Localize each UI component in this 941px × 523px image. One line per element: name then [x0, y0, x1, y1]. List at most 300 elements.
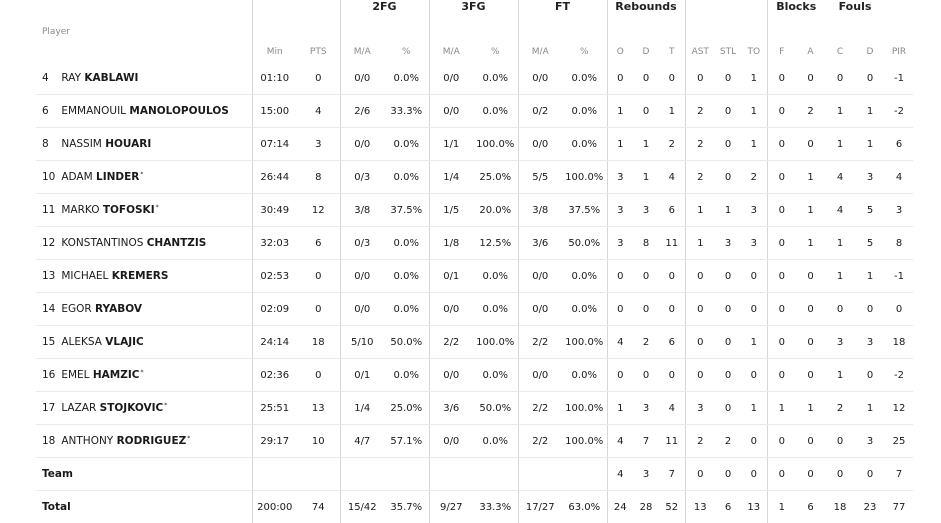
stat-blk-a: 1: [796, 161, 825, 194]
stat-pts: 4: [297, 95, 340, 128]
player-cell[interactable]: [36, 95, 252, 128]
stat-reb-d: 3: [633, 194, 659, 227]
stat-ft-pct: 50.0%: [562, 227, 607, 260]
stat-foul-c: 2: [825, 392, 855, 425]
stat-2fg-ma: 0/3: [340, 227, 384, 260]
box-score-body: [36, 62, 913, 523]
player-first-name: EGOR: [61, 303, 91, 315]
stat-to: 0: [741, 260, 767, 293]
stat-foul-d: 1: [855, 392, 885, 425]
stat-ft-ma: 3/6: [518, 227, 562, 260]
header-foul-d[interactable]: D: [855, 14, 885, 62]
player-first-name: ANTHONY: [61, 435, 113, 447]
stat-reb-t: 0: [659, 359, 685, 392]
player-last-name[interactable]: KREMERS: [112, 270, 169, 282]
stat-3fg-pct: 20.0%: [473, 194, 518, 227]
stat-foul-c: 0: [825, 293, 855, 326]
stat-pts: 0: [297, 62, 340, 95]
starter-marker: *: [164, 402, 167, 409]
team-row: [36, 458, 913, 491]
player-last-name[interactable]: RODRIGUEZ: [117, 435, 187, 447]
stat-3fg-pct: 100.0%: [473, 326, 518, 359]
stat-to: 13: [741, 491, 767, 523]
header-pir[interactable]: PIR: [885, 14, 913, 62]
stat-to: 0: [741, 425, 767, 458]
stat-blk-f: 1: [767, 491, 796, 523]
stat-pir: 3: [885, 194, 913, 227]
stat-reb-d: 0: [633, 293, 659, 326]
stat-ast: 2: [685, 95, 715, 128]
stat-ast: 1: [685, 194, 715, 227]
stat-ft-pct: 100.0%: [562, 161, 607, 194]
stat-foul-d: 0: [855, 359, 885, 392]
header-ast[interactable]: AST: [685, 14, 715, 62]
player-number: 17: [42, 402, 58, 414]
player-first-name: EMMANOUIL: [61, 105, 126, 117]
player-number: 10: [42, 171, 58, 183]
player-row[interactable]: [36, 293, 913, 326]
player-first-name: KONSTANTINOS: [61, 237, 143, 249]
stat-to: 2: [741, 161, 767, 194]
stat-2fg-ma: 2/6: [340, 95, 384, 128]
stat-foul-c: 0: [825, 62, 855, 95]
stat-to: 0: [741, 293, 767, 326]
stat-min: 26:44: [252, 161, 297, 194]
starter-marker: *: [140, 171, 143, 178]
player-number: 11: [42, 204, 58, 216]
stat-reb-d: 1: [633, 161, 659, 194]
stat-stl: 3: [715, 227, 741, 260]
stat-foul-c: 0: [825, 458, 855, 491]
stat-pir: -1: [885, 62, 913, 95]
player-number: 16: [42, 369, 58, 381]
player-cell[interactable]: [36, 227, 252, 260]
stat-3fg-pct: 50.0%: [473, 392, 518, 425]
stat-reb-o: 3: [607, 194, 633, 227]
stat-pir: 25: [885, 425, 913, 458]
stat-to: 1: [741, 326, 767, 359]
stat-ast: 3: [685, 392, 715, 425]
stat-stl: 2: [715, 425, 741, 458]
stat-foul-c: 1: [825, 95, 855, 128]
player-number: 13: [42, 270, 58, 282]
stat-stl: 0: [715, 161, 741, 194]
stat-3fg-pct: 0.0%: [473, 62, 518, 95]
stat-blk-f: 0: [767, 95, 796, 128]
stat-3fg-pct: 33.3%: [473, 491, 518, 523]
stat-2fg-ma: 3/8: [340, 194, 384, 227]
stat-reb-d: 28: [633, 491, 659, 523]
stat-blk-a: 1: [796, 194, 825, 227]
stat-3fg-ma: 0/0: [429, 359, 473, 392]
player-cell[interactable]: [36, 359, 252, 392]
stat-reb-t: 6: [659, 326, 685, 359]
player-row[interactable]: [36, 62, 913, 95]
header-player[interactable]: Player: [36, 14, 252, 62]
stat-2fg-ma: 0/0: [340, 260, 384, 293]
stat-blk-f: 0: [767, 326, 796, 359]
stat-to: 0: [741, 359, 767, 392]
stat-3fg-pct: 25.0%: [473, 161, 518, 194]
stat-blk-a: 0: [796, 128, 825, 161]
stat-foul-d: 1: [855, 260, 885, 293]
stat-foul-d: 1: [855, 95, 885, 128]
header-stl[interactable]: STL: [715, 14, 741, 62]
header-ft: FT: [518, 0, 607, 14]
stat-reb-o: 4: [607, 326, 633, 359]
stat-reb-d: 7: [633, 425, 659, 458]
stat-ft-pct: 0.0%: [562, 260, 607, 293]
player-row[interactable]: [36, 194, 913, 227]
stat-foul-c: 1: [825, 359, 855, 392]
stat-ft-ma: [518, 458, 562, 491]
stat-foul-c: 0: [825, 425, 855, 458]
stat-ft-pct: 100.0%: [562, 326, 607, 359]
stat-stl: 0: [715, 359, 741, 392]
stat-reb-t: 0: [659, 293, 685, 326]
stat-3fg-ma: 1/4: [429, 161, 473, 194]
stat-foul-d: 0: [855, 62, 885, 95]
header-to[interactable]: TO: [741, 14, 767, 62]
player-number: 15: [42, 336, 58, 348]
stat-foul-d: 3: [855, 425, 885, 458]
stat-ft-pct: 37.5%: [562, 194, 607, 227]
header-reb-o[interactable]: O: [607, 14, 633, 62]
stat-blk-f: 0: [767, 161, 796, 194]
stat-pir: 6: [885, 128, 913, 161]
player-row[interactable]: [36, 128, 913, 161]
player-row[interactable]: [36, 392, 913, 425]
stat-stl: 0: [715, 260, 741, 293]
stat-2fg-pct: 0.0%: [384, 260, 429, 293]
stat-foul-c: 3: [825, 326, 855, 359]
stat-pir: 4: [885, 161, 913, 194]
stat-ft-ma: 0/0: [518, 359, 562, 392]
header-3fg-ma[interactable]: M/A: [429, 14, 473, 62]
header-2fg: 2FG: [340, 0, 429, 14]
stat-ft-pct: 0.0%: [562, 359, 607, 392]
stat-2fg-pct: 0.0%: [384, 128, 429, 161]
total-row: [36, 491, 913, 523]
player-row[interactable]: [36, 425, 913, 458]
header-group-row: [36, 0, 913, 14]
player-cell[interactable]: [36, 161, 252, 194]
stat-2fg-pct: 50.0%: [384, 326, 429, 359]
player-row[interactable]: [36, 227, 913, 260]
stat-reb-o: 1: [607, 95, 633, 128]
stat-blk-f: 0: [767, 458, 796, 491]
stat-to: 1: [741, 128, 767, 161]
stat-stl: 0: [715, 95, 741, 128]
player-cell[interactable]: [36, 293, 252, 326]
stat-reb-t: 1: [659, 95, 685, 128]
stat-3fg-ma: 0/0: [429, 425, 473, 458]
stat-min: 25:51: [252, 392, 297, 425]
header-2fg-ma[interactable]: M/A: [340, 14, 384, 62]
stat-3fg-pct: 0.0%: [473, 293, 518, 326]
stat-foul-d: 0: [855, 293, 885, 326]
player-cell[interactable]: [36, 326, 252, 359]
stat-reb-d: 0: [633, 62, 659, 95]
stat-reb-t: 7: [659, 458, 685, 491]
stat-to: 3: [741, 194, 767, 227]
player-cell[interactable]: [36, 425, 252, 458]
header-blk-a[interactable]: A: [796, 14, 825, 62]
stat-3fg-ma: 0/0: [429, 95, 473, 128]
stat-pts: 6: [297, 227, 340, 260]
player-number: 14: [42, 303, 58, 315]
stat-3fg-ma: 1/5: [429, 194, 473, 227]
stat-ft-ma: 0/0: [518, 62, 562, 95]
stat-3fg-pct: 12.5%: [473, 227, 518, 260]
stat-blk-a: 0: [796, 260, 825, 293]
stat-2fg-ma: 0/0: [340, 128, 384, 161]
player-cell[interactable]: [36, 62, 252, 95]
player-last-name[interactable]: RYABOV: [95, 303, 142, 315]
team-row-label: Team: [36, 458, 252, 491]
stat-ast: 0: [685, 260, 715, 293]
stat-reb-o: 3: [607, 161, 633, 194]
stat-foul-d: 5: [855, 227, 885, 260]
stat-3fg-ma: [429, 458, 473, 491]
player-first-name: RAY: [61, 72, 81, 84]
stat-blk-a: 0: [796, 62, 825, 95]
starter-marker: *: [156, 204, 159, 211]
stat-ft-ma: 3/8: [518, 194, 562, 227]
stat-pts: 3: [297, 128, 340, 161]
stat-reb-o: 4: [607, 458, 633, 491]
stat-reb-d: 8: [633, 227, 659, 260]
stat-pir: 77: [885, 491, 913, 523]
stat-blk-f: 0: [767, 128, 796, 161]
player-cell[interactable]: [36, 392, 252, 425]
stat-ft-ma: 17/27: [518, 491, 562, 523]
stat-2fg-ma: 0/1: [340, 359, 384, 392]
stat-ast: 13: [685, 491, 715, 523]
stat-2fg-ma: 4/7: [340, 425, 384, 458]
stat-foul-d: 3: [855, 326, 885, 359]
player-first-name: MARKO: [61, 204, 99, 216]
stat-blk-f: 0: [767, 194, 796, 227]
player-number: 18: [42, 435, 58, 447]
starter-marker: *: [140, 369, 143, 376]
player-cell[interactable]: [36, 128, 252, 161]
stat-foul-d: 5: [855, 194, 885, 227]
stat-reb-t: 2: [659, 128, 685, 161]
header-min[interactable]: Min: [252, 14, 297, 62]
stat-min: 02:53: [252, 260, 297, 293]
header-fouls: Fouls: [825, 0, 885, 14]
stat-blk-a: 1: [796, 227, 825, 260]
stat-reb-d: 1: [633, 128, 659, 161]
stat-to: 1: [741, 95, 767, 128]
stat-ft-pct: 0.0%: [562, 293, 607, 326]
stat-stl: 0: [715, 293, 741, 326]
player-last-name[interactable]: HAMZIC: [93, 369, 140, 381]
stat-reb-o: 0: [607, 260, 633, 293]
stat-reb-o: 1: [607, 392, 633, 425]
stat-reb-t: 6: [659, 194, 685, 227]
stat-2fg-pct: 25.0%: [384, 392, 429, 425]
stat-ft-ma: 0/0: [518, 260, 562, 293]
player-row[interactable]: [36, 326, 913, 359]
header-pts[interactable]: PTS: [297, 14, 340, 62]
stat-foul-d: 23: [855, 491, 885, 523]
stat-ast: 0: [685, 293, 715, 326]
stat-pts: 8: [297, 161, 340, 194]
stat-pir: -2: [885, 95, 913, 128]
stat-pts: 12: [297, 194, 340, 227]
player-first-name: MICHAEL: [61, 270, 108, 282]
stat-ft-pct: 0.0%: [562, 128, 607, 161]
stat-to: 1: [741, 392, 767, 425]
stat-3fg-ma: 0/1: [429, 260, 473, 293]
stat-pir: -1: [885, 260, 913, 293]
stat-reb-t: 4: [659, 392, 685, 425]
stat-min: 200:00: [252, 491, 297, 523]
player-last-name[interactable]: CHANTZIS: [147, 237, 207, 249]
stat-blk-a: 0: [796, 359, 825, 392]
header-3fg: 3FG: [429, 0, 518, 14]
stat-ft-ma: 2/2: [518, 326, 562, 359]
stat-min: 24:14: [252, 326, 297, 359]
stat-3fg-ma: 1/1: [429, 128, 473, 161]
stat-blk-f: 0: [767, 260, 796, 293]
stat-reb-d: 3: [633, 458, 659, 491]
header-reb-d[interactable]: D: [633, 14, 659, 62]
stat-2fg-pct: 35.7%: [384, 491, 429, 523]
stat-foul-d: 3: [855, 161, 885, 194]
stat-min: 02:36: [252, 359, 297, 392]
stat-ast: 2: [685, 128, 715, 161]
player-last-name[interactable]: LINDER: [96, 171, 139, 183]
stat-reb-o: 4: [607, 425, 633, 458]
stat-ft-ma: 0/2: [518, 95, 562, 128]
stat-stl: 0: [715, 128, 741, 161]
stat-pir: 0: [885, 293, 913, 326]
stat-blk-f: 0: [767, 425, 796, 458]
stat-min: 32:03: [252, 227, 297, 260]
stat-2fg-pct: [384, 458, 429, 491]
stat-pir: 8: [885, 227, 913, 260]
stat-ft-pct: 100.0%: [562, 392, 607, 425]
player-cell[interactable]: [36, 194, 252, 227]
stat-2fg-pct: 0.0%: [384, 359, 429, 392]
stat-to: 1: [741, 62, 767, 95]
stat-3fg-pct: 0.0%: [473, 359, 518, 392]
stat-pir: 7: [885, 458, 913, 491]
stat-3fg-pct: [473, 458, 518, 491]
stat-pir: -2: [885, 359, 913, 392]
header-ft-pct[interactable]: %: [562, 14, 607, 62]
stat-reb-t: 11: [659, 227, 685, 260]
stat-reb-t: 4: [659, 161, 685, 194]
header-foul-c[interactable]: C: [825, 14, 855, 62]
stat-stl: 0: [715, 458, 741, 491]
header-2fg-pct[interactable]: %: [384, 14, 429, 62]
stat-reb-t: 52: [659, 491, 685, 523]
stat-2fg-pct: 37.5%: [384, 194, 429, 227]
stat-3fg-ma: 9/27: [429, 491, 473, 523]
header-3fg-pct[interactable]: %: [473, 14, 518, 62]
stat-blk-a: 0: [796, 458, 825, 491]
stat-reb-t: 0: [659, 260, 685, 293]
stat-3fg-ma: 0/0: [429, 62, 473, 95]
stat-ast: 0: [685, 359, 715, 392]
stat-ft-ma: 2/2: [518, 425, 562, 458]
player-row[interactable]: [36, 359, 913, 392]
header-blk-f[interactable]: F: [767, 14, 796, 62]
stat-ft-pct: [562, 458, 607, 491]
player-row[interactable]: [36, 260, 913, 293]
stat-reb-d: 0: [633, 359, 659, 392]
stat-foul-c: 4: [825, 194, 855, 227]
stat-stl: 0: [715, 392, 741, 425]
player-cell[interactable]: [36, 260, 252, 293]
stat-foul-c: 1: [825, 128, 855, 161]
stat-2fg-pct: 0.0%: [384, 227, 429, 260]
stat-2fg-pct: 0.0%: [384, 293, 429, 326]
player-last-name[interactable]: MANOLOPOULOS: [129, 105, 228, 117]
stat-ast: 1: [685, 227, 715, 260]
stat-2fg-pct: 0.0%: [384, 161, 429, 194]
player-row[interactable]: [36, 95, 913, 128]
stat-stl: 0: [715, 62, 741, 95]
stat-pts: 10: [297, 425, 340, 458]
stat-min: [252, 458, 297, 491]
stat-pts: 0: [297, 359, 340, 392]
stat-pts: 0: [297, 293, 340, 326]
header-ft-ma[interactable]: M/A: [518, 14, 562, 62]
stat-min: 15:00: [252, 95, 297, 128]
player-last-name[interactable]: STOJKOVIC: [100, 402, 164, 414]
stat-ft-pct: 0.0%: [562, 62, 607, 95]
stat-reb-d: 0: [633, 95, 659, 128]
stat-foul-d: 1: [855, 128, 885, 161]
stat-ast: 2: [685, 161, 715, 194]
stat-reb-t: 0: [659, 62, 685, 95]
stat-reb-o: 0: [607, 359, 633, 392]
stat-2fg-ma: 0/0: [340, 62, 384, 95]
header-reb-t[interactable]: T: [659, 14, 685, 62]
stat-ft-pct: 63.0%: [562, 491, 607, 523]
stat-min: 30:49: [252, 194, 297, 227]
stat-2fg-ma: 5/10: [340, 326, 384, 359]
player-first-name: ALEKSA: [61, 336, 102, 348]
stat-reb-o: 24: [607, 491, 633, 523]
player-last-name[interactable]: VLAJIC: [105, 336, 143, 348]
player-last-name[interactable]: KABLAWI: [84, 72, 138, 84]
stat-foul-c: 1: [825, 227, 855, 260]
player-number: 4: [42, 72, 58, 84]
stat-pts: 18: [297, 326, 340, 359]
stat-ft-pct: 0.0%: [562, 95, 607, 128]
player-row[interactable]: [36, 161, 913, 194]
player-last-name[interactable]: TOFOSKI: [103, 204, 155, 216]
stat-2fg-pct: 0.0%: [384, 62, 429, 95]
player-last-name[interactable]: HOUARI: [105, 138, 151, 150]
stat-ast: 0: [685, 458, 715, 491]
stat-reb-d: 3: [633, 392, 659, 425]
stat-stl: 1: [715, 194, 741, 227]
stat-2fg-ma: 1/4: [340, 392, 384, 425]
stat-3fg-ma: 1/8: [429, 227, 473, 260]
player-first-name: EMEL: [61, 369, 89, 381]
stat-pir: 12: [885, 392, 913, 425]
header-blocks: Blocks: [767, 0, 825, 14]
player-number: 8: [42, 138, 58, 150]
stat-pir: 18: [885, 326, 913, 359]
